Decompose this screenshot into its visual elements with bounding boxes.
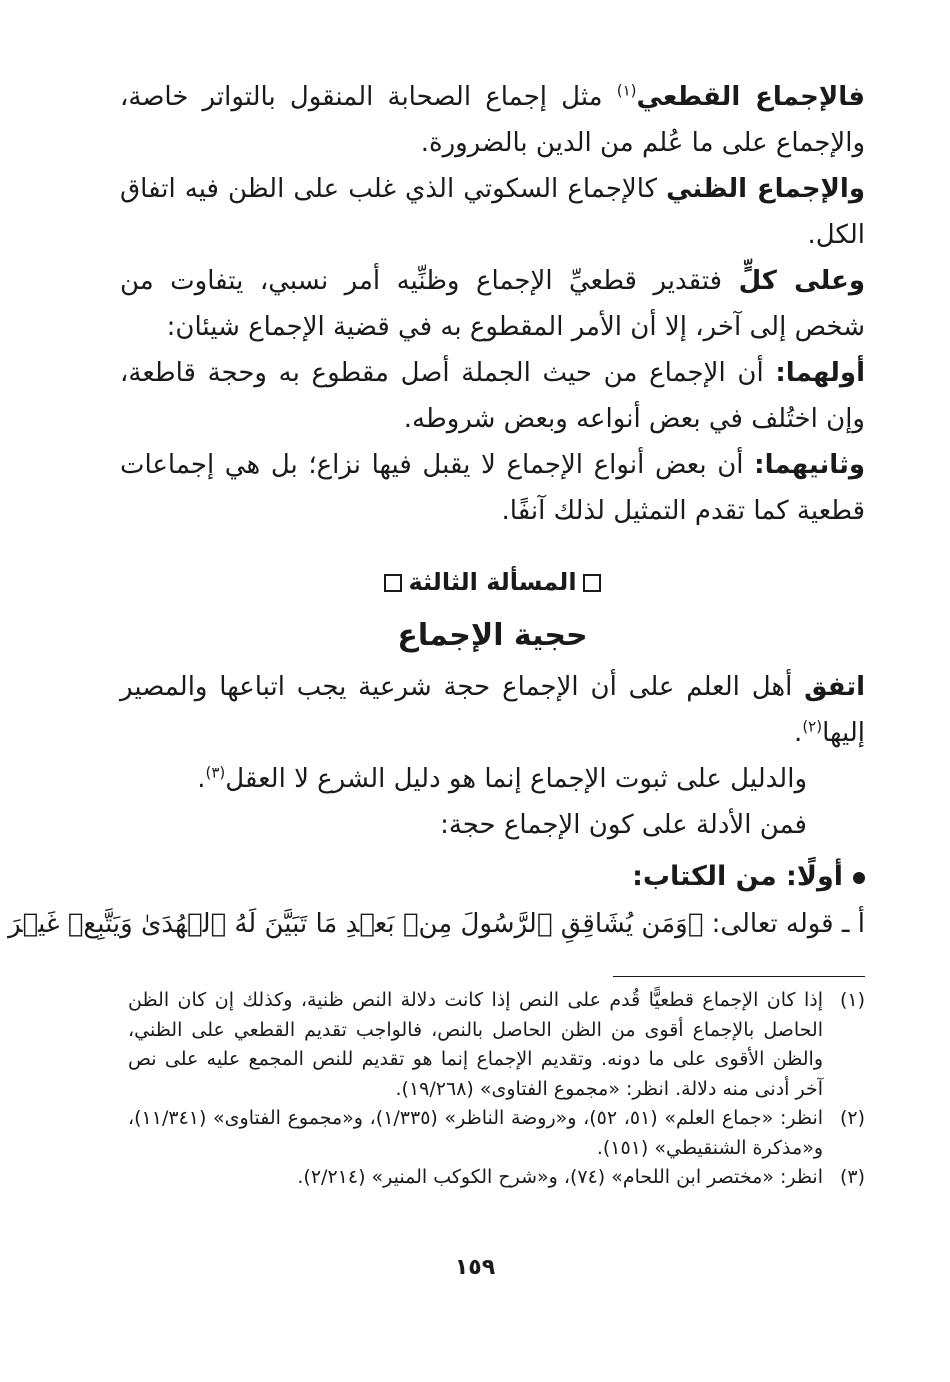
- paragraph-text: مثل إجماع الصحابة المنقول بالتواتر خاصة، والإجماع على ما عُلم من الدين بالضرورة.: [120, 82, 865, 158]
- footnote-divider: [613, 976, 865, 977]
- footnote-item: [128, 1104, 865, 1163]
- section-title: حجية الإجماع: [397, 618, 588, 653]
- paragraph-text: والدليل على ثبوت الإجماع إنما هو دليل الشرع لا العقل: [225, 764, 807, 794]
- page-body: [8, 74, 865, 946]
- paragraph-evidence: [120, 756, 865, 802]
- footnote-text: انظر: «مختصر ابن اللحام» (٧٤)، و«شرح الكوكب المنير» (٢/٢١٤).: [297, 1166, 823, 1188]
- issue-heading-text: المسألة الثالثة: [408, 568, 577, 596]
- paragraph-end: .: [197, 764, 206, 794]
- bullet-heading: [120, 852, 865, 902]
- paragraph-lead: اتفق: [804, 672, 865, 702]
- paragraph-relative: [120, 258, 865, 350]
- paragraph-text: كالإجماع السكوتي الذي غلب على الظن فيه اتفاق الكل.: [120, 174, 865, 250]
- verse-line: أ ـ قوله تعالى: ﴿وَمَن يُشَاقِقِ ٱلرَّسُولَ مِنۢ بَعۡدِ مَا تَبَيَّنَ لَهُ ٱلۡهُدَىٰ وَيَتَّبِعۡ غَيۡرَ: [8, 909, 865, 939]
- footnote-ref-1[interactable]: (١): [616, 81, 637, 100]
- footnote-text: انظر: «جماع العلم» (٥١، ٥٢)، و«روضة الناظر» (١/٣٣٥)، و«مجموع الفتاوى» (١١/٣٤١)، و«مذكرة الشنقيطي» (١٥١).: [128, 1107, 824, 1159]
- footnote-text: إذا كان الإجماع قطعيًّا قُدم على النص إذا كانت دلالة النص ظنية، وكذلك إن كان الظن الحاصل بالإجماع أقوى من الظن الحاصل بالنص، فالواجب تقديم القطعي على الظني، والظن الأقوى على ما دونه. وتقديم الإجماع إنما هو تقديم للنص المجمع عليه على نص آخر أدنى منه دلالة. انظر: «مجموع الفتاوى» (١٩/٢٦٨).: [128, 989, 823, 1100]
- paragraph-lead: أولهما:: [775, 358, 865, 388]
- paragraph-lead: وثانيهما:: [754, 450, 865, 480]
- paragraph-text: أن الإجماع من حيث الجملة أصل مقطوع به وحجة قاطعة، وإن اختُلف في بعض أنواعه وبعض شروطه.: [120, 358, 865, 434]
- paragraph-second: [120, 442, 865, 534]
- footnotes: [128, 986, 865, 1193]
- paragraph-zanni-ijma: [120, 166, 865, 258]
- paragraph-end: .: [794, 718, 803, 748]
- paragraph-first: [120, 350, 865, 442]
- square-icon: [583, 574, 601, 592]
- paragraph-text: فتقدير قطعيِّ الإجماع وظنِّيه أمر نسبي، يتفاوت من شخص إلى آخر، إلا أن الأمر المقطوع به في قضية الإجماع شيئان:: [120, 266, 865, 342]
- bullet-heading-text: أولًا: من الكتاب:: [632, 861, 843, 892]
- paragraph-lead: والإجماع الظني: [666, 174, 865, 204]
- paragraph-agreement: [120, 664, 865, 756]
- paragraph-text: فمن الأدلة على كون الإجماع حجة:: [440, 810, 807, 840]
- paragraph-lead: وعلى كلٍّ: [738, 266, 865, 296]
- footnote-ref-2[interactable]: (٢): [802, 717, 823, 736]
- paragraph-proofs-intro: [120, 802, 865, 848]
- paragraph-qati-ijma: [120, 74, 865, 166]
- footnote-number: (٣): [839, 1166, 865, 1188]
- paragraph-lead: فالإجماع القطعي: [636, 82, 865, 112]
- footnote-number: (١): [839, 989, 865, 1011]
- footnote-item: [128, 1163, 865, 1193]
- footnote-ref-3[interactable]: (٣): [205, 763, 226, 782]
- paragraph-text: أهل العلم على أن الإجماع حجة شرعية يجب اتباعها والمصير إليها: [120, 672, 865, 748]
- bullet-icon: [853, 872, 865, 884]
- paragraph-text: أن بعض أنواع الإجماع لا يقبل فيها نزاع؛ بل هي إجماعات قطعية كما تقدم التمثيل لذلك آنفًا.: [120, 450, 865, 526]
- page-number: ١٥٩: [454, 1255, 496, 1280]
- square-icon: [384, 574, 402, 592]
- footnote-number: (٢): [839, 1107, 865, 1129]
- issue-heading: [120, 562, 865, 602]
- footnote-item: [128, 986, 865, 1104]
